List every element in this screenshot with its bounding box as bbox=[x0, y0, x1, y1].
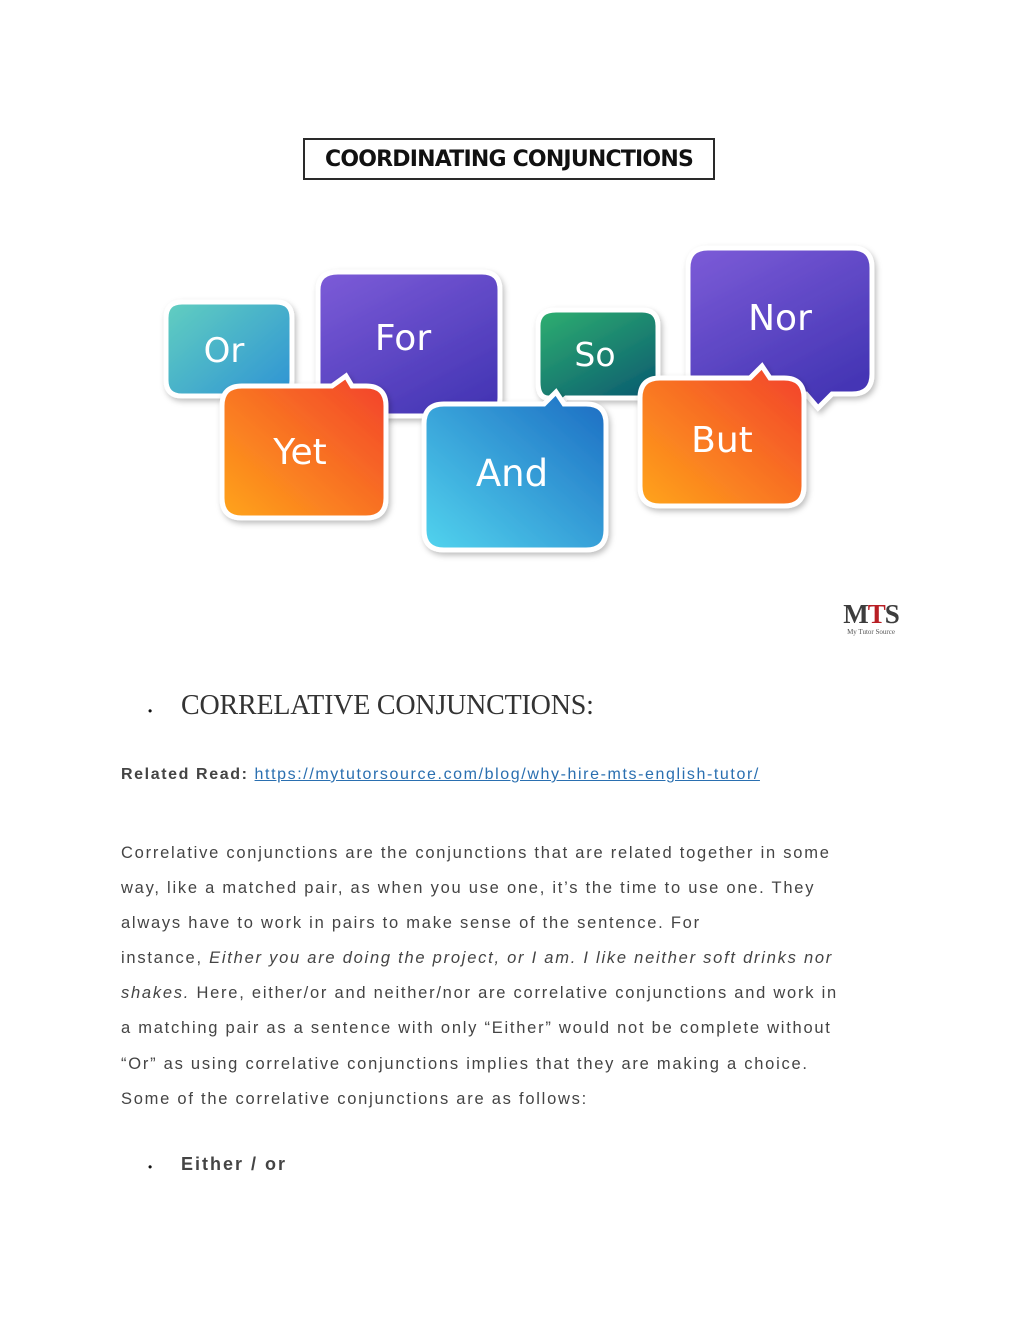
body-paragraph bbox=[121, 836, 911, 1117]
paragraph-line: a matching pair as a sentence with only “Either” would not be complete without bbox=[121, 1019, 832, 1038]
section-bullet: • bbox=[148, 704, 153, 718]
section-heading: CORRELATIVE CONJUNCTIONS: bbox=[181, 690, 594, 721]
bubble-yet-label: Yet bbox=[273, 432, 327, 473]
bubble-and-label: And bbox=[475, 452, 549, 495]
example-sentence: shakes. bbox=[121, 984, 191, 1003]
paragraph-line: always have to work in pairs to make sense of the sentence. For bbox=[121, 914, 701, 933]
conjunction-bubbles-graphic bbox=[0, 0, 1024, 600]
related-read bbox=[121, 766, 760, 784]
bubble-but-label: But bbox=[691, 420, 753, 461]
related-read-link[interactable]: https://mytutorsource.com/blog/why-hire-mts-english-tutor/ bbox=[254, 766, 760, 783]
bubble-or-label: Or bbox=[203, 331, 245, 371]
paragraph-line: “Or” as using correlative conjunctions implies that they are making a choice. bbox=[121, 1054, 809, 1073]
related-read-label: Related Read: bbox=[121, 766, 249, 783]
paragraph-line: shakes. Here, either/or and neither/nor are correlative conjunctions and work in bbox=[121, 984, 838, 1003]
paragraph-line: Correlative conjunctions are the conjunctions that are related together in some bbox=[121, 844, 831, 862]
mts-logo: MTS My Tutor Source bbox=[843, 599, 899, 636]
example-sentence: Either you are doing the project, or I am. I like neither soft drinks nor bbox=[209, 949, 834, 968]
paragraph-line: instance, Either you are doing the project, or I am. I like neither soft drinks nor bbox=[121, 949, 834, 968]
bubble-nor-label: Nor bbox=[748, 298, 812, 339]
list-bullet: • bbox=[148, 1160, 153, 1174]
paragraph-line: Some of the correlative conjunctions are as follows: bbox=[121, 1089, 589, 1108]
bubble-so-label: So bbox=[574, 335, 616, 374]
list-item: Either / or bbox=[181, 1154, 288, 1174]
bubble-for-label: For bbox=[374, 318, 432, 359]
paragraph-line: way, like a matched pair, as when you use one, it’s the time to use one. They bbox=[121, 879, 816, 898]
figure-title: COORDINATING CONJUNCTIONS bbox=[303, 138, 715, 180]
